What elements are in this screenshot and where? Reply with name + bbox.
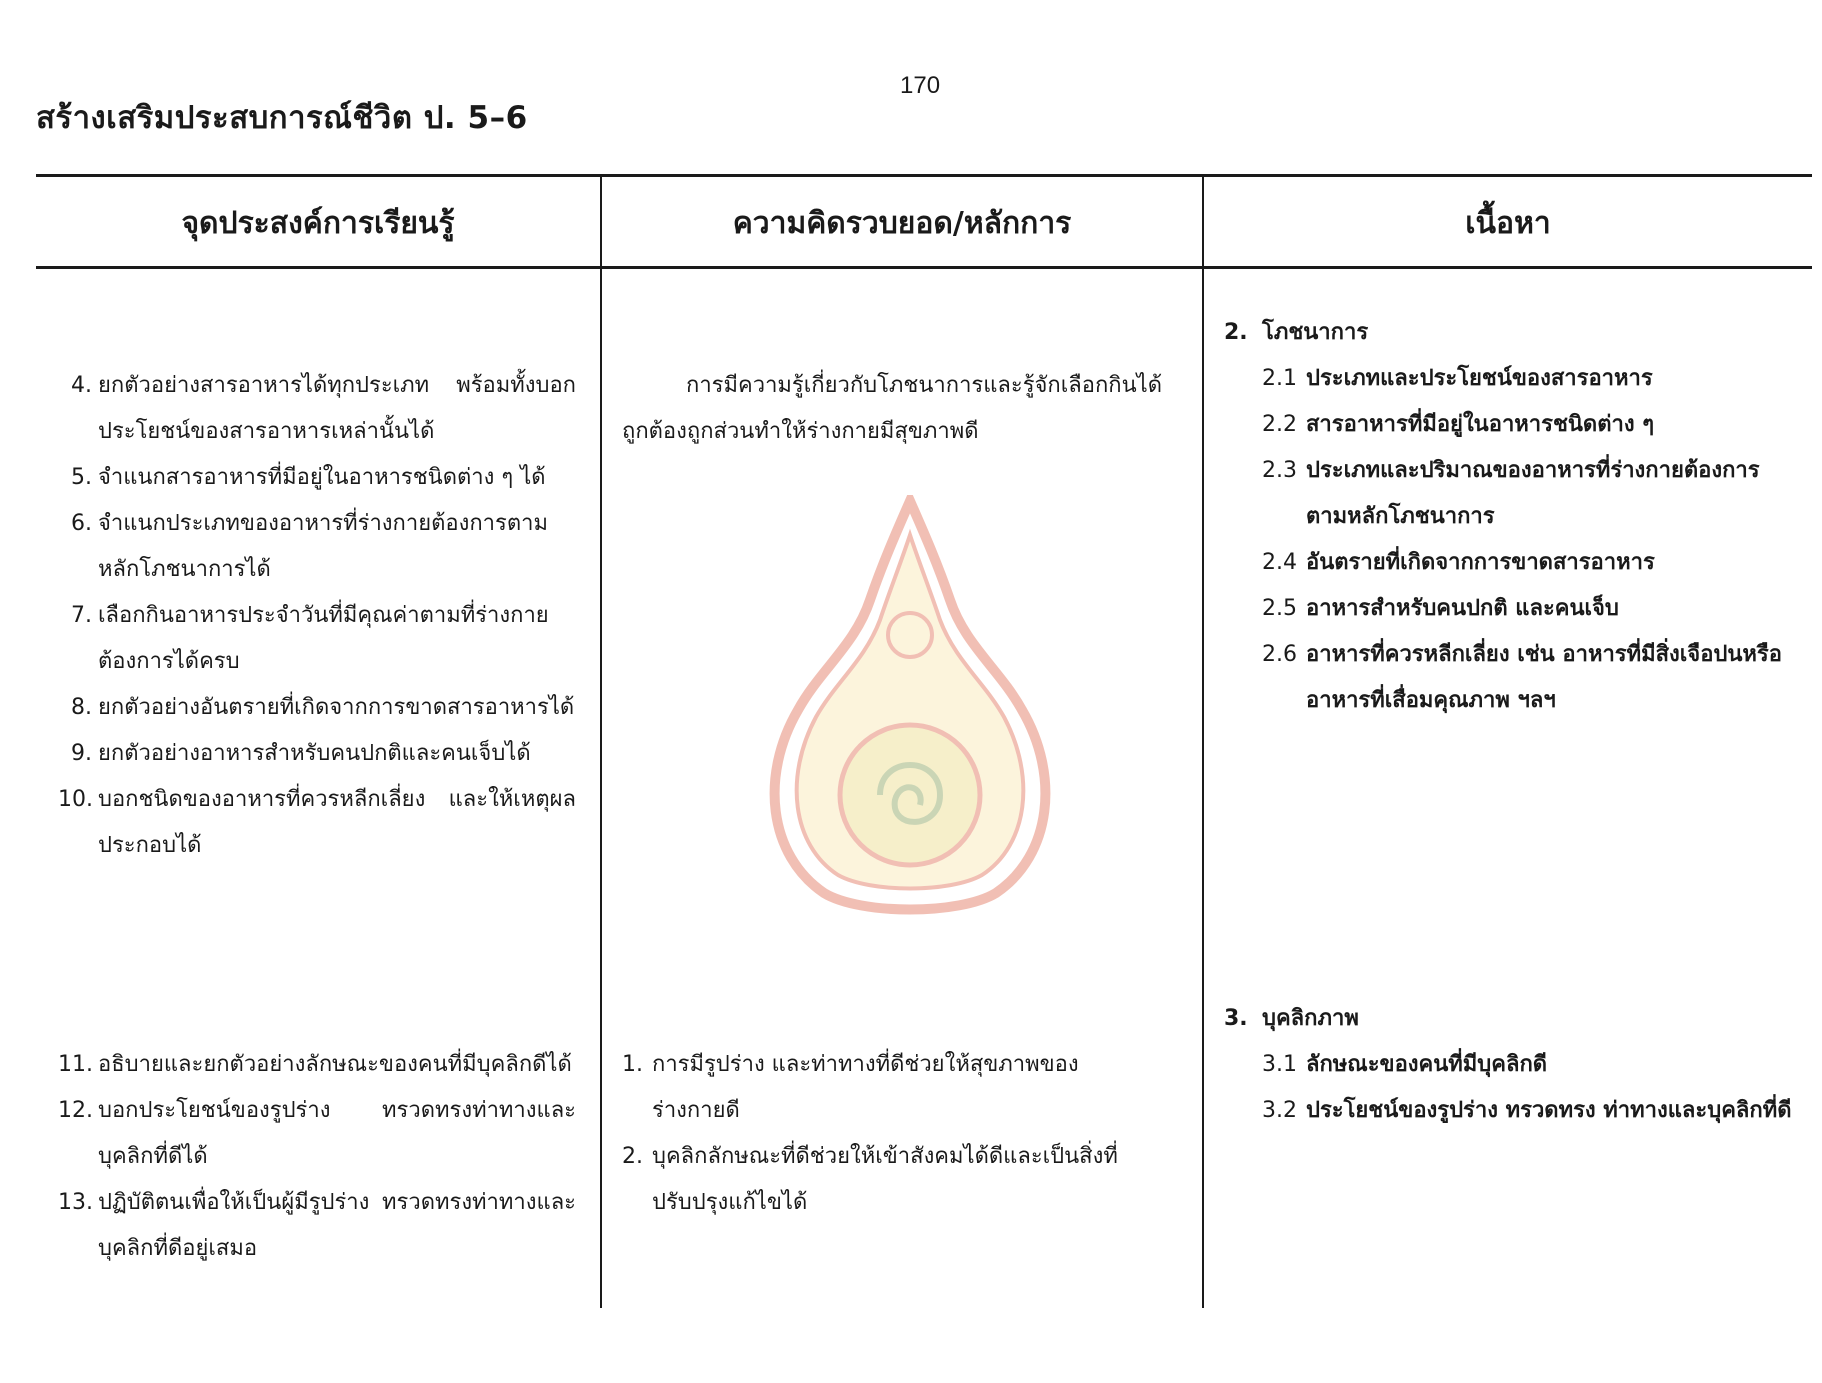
list-item — [58, 731, 576, 777]
list-item — [1262, 356, 1794, 402]
item-number: 12. — [58, 1098, 93, 1123]
item-number: 3.2 — [1262, 1098, 1297, 1123]
item-number: 10. — [58, 787, 93, 812]
item-text: สารอาหารที่มีอยู่ในอาหารชนิดต่าง ๆ — [1306, 412, 1655, 437]
table-top-rule — [36, 174, 1812, 177]
item-text: ยกตัวอย่างอาหารสำหรับคนปกติและคนเจ็บได้ — [98, 741, 531, 766]
concept-nutrition: การมีความรู้เกี่ยวกับโภชนาการและรู้จักเลือกกินได้ถูกต้องถูกส่วนทำให้ร่างกายมีสุขภาพดี — [622, 373, 1162, 444]
list-item — [622, 1134, 1142, 1226]
item-number: 7. — [71, 603, 92, 628]
item-text: อันตรายที่เกิดจากการขาดสารอาหาร — [1306, 550, 1655, 575]
book-title: สร้างเสริมประสบการณ์ชีวิต ป. 5–6 — [36, 100, 528, 136]
item-text: อาหารที่ควรหลีกเลี่ยง เช่น อาหารที่มีสิ่งเจือปนหรืออาหารที่เสื่อมคุณภาพ ฯลฯ — [1306, 642, 1782, 713]
list-item — [1262, 402, 1794, 448]
content-nutrition — [1224, 310, 1794, 724]
item-text: บอกประโยชน์ของรูปร่าง ทรวดทรงท่าทางและบุคลิกที่ดีได้ — [98, 1098, 576, 1169]
list-item — [622, 1042, 1142, 1134]
objectives-list-personality — [58, 1042, 576, 1272]
section-heading — [1224, 996, 1794, 1042]
page-number: 170 — [900, 72, 941, 99]
content-personality — [1224, 996, 1794, 1134]
item-text: ปฏิบัติตนเพื่อให้เป็นผู้มีรูปร่าง ทรวดทรงท่าทางและบุคลิกที่ดีอยู่เสมอ — [98, 1190, 576, 1261]
list-item — [1262, 448, 1794, 540]
item-text: ประโยชน์ของรูปร่าง ทรวดทรง ท่าทางและบุคลิกที่ดี — [1306, 1098, 1792, 1123]
item-number: 9. — [71, 741, 92, 766]
list-item — [58, 501, 576, 593]
section-title: โภชนาการ — [1262, 320, 1369, 345]
header-concepts: ความคิดรวบยอด/หลักการ — [732, 206, 1072, 241]
item-number: 3.1 — [1262, 1052, 1297, 1077]
item-number: 2. — [622, 1144, 643, 1169]
item-text: บอกชนิดของอาหารที่ควรหลีกเลี่ยง และให้เหตุผลประกอบได้ — [98, 787, 576, 858]
item-text: บุคลิกลักษณะที่ดีช่วยให้เข้าสังคมได้ดีและเป็นสิ่งที่ปรับปรุงแก้ไขได้ — [652, 1144, 1118, 1215]
item-text: จำแนกประเภทของอาหารที่ร่างกายต้องการตามหลักโภชนาการได้ — [98, 511, 548, 582]
emblem-center-seal — [840, 725, 980, 865]
section-number: 3. — [1224, 1006, 1248, 1031]
item-number: 2.1 — [1262, 366, 1297, 391]
item-number: 2.5 — [1262, 596, 1297, 621]
header-objectives: จุดประสงค์การเรียนรู้ — [181, 206, 455, 241]
list-item — [1262, 1042, 1794, 1088]
list-item — [1262, 540, 1794, 586]
item-number: 2.4 — [1262, 550, 1297, 575]
item-number: 8. — [71, 695, 92, 720]
list-item — [58, 1088, 576, 1180]
item-text: ยกตัวอย่างอันตรายที่เกิดจากการขาดสารอาหารได้ — [98, 695, 575, 720]
content-sub-list — [1224, 356, 1794, 724]
section-number: 2. — [1224, 320, 1248, 345]
item-number: 11. — [58, 1052, 93, 1077]
item-text: ประเภทและปริมาณของอาหารที่ร่างกายต้องการตามหลักโภชนาการ — [1306, 458, 1760, 529]
list-item — [58, 455, 576, 501]
item-text: การมีรูปร่าง และท่าทางที่ดีช่วยให้สุขภาพของร่างกายดี — [652, 1052, 1079, 1123]
list-item — [58, 1180, 576, 1272]
header-content: เนื้อหา — [1465, 206, 1551, 241]
list-item — [58, 363, 576, 455]
item-text: อาหารสำหรับคนปกติ และคนเจ็บ — [1306, 596, 1619, 621]
item-text: ลักษณะของคนที่มีบุคลิกดี — [1306, 1052, 1548, 1077]
column-divider-2 — [1202, 174, 1204, 1308]
item-text: ประเภทและประโยชน์ของสารอาหาร — [1306, 366, 1653, 391]
item-number: 5. — [71, 465, 92, 490]
objectives-list-nutrition — [58, 363, 576, 869]
item-number: 2.2 — [1262, 412, 1297, 437]
list-item — [58, 685, 576, 731]
column-divider-1 — [600, 174, 602, 1308]
item-number: 2.3 — [1262, 458, 1297, 483]
table-header-rule — [36, 266, 1812, 269]
item-text: ยกตัวอย่างสารอาหารได้ทุกประเภท พร้อมทั้งบอกประโยชน์ของสารอาหารเหล่านั้นได้ — [98, 373, 576, 444]
item-number: 13. — [58, 1190, 93, 1215]
list-item — [1262, 1088, 1794, 1134]
item-number: 2.6 — [1262, 642, 1297, 667]
list-item — [1262, 586, 1794, 632]
list-item — [58, 1042, 576, 1088]
item-text: จำแนกสารอาหารที่มีอยู่ในอาหารชนิดต่าง ๆ ได้ — [98, 465, 546, 490]
list-item — [58, 777, 576, 869]
list-item — [1262, 632, 1794, 724]
item-number: 4. — [71, 373, 92, 398]
item-number: 1. — [622, 1052, 643, 1077]
item-number: 6. — [71, 511, 92, 536]
item-text: อธิบายและยกตัวอย่างลักษณะของคนที่มีบุคลิกดีได้ — [98, 1052, 572, 1077]
content-sub-list — [1224, 1042, 1794, 1134]
list-item — [58, 593, 576, 685]
emblem-watermark — [760, 495, 1060, 915]
section-heading — [1224, 310, 1794, 356]
concept-list-personality — [622, 1042, 1142, 1226]
item-text: เลือกกินอาหารประจำวันที่มีคุณค่าตามที่ร่างกายต้องการได้ครบ — [98, 603, 549, 674]
section-title: บุคลิกภาพ — [1262, 1006, 1359, 1031]
